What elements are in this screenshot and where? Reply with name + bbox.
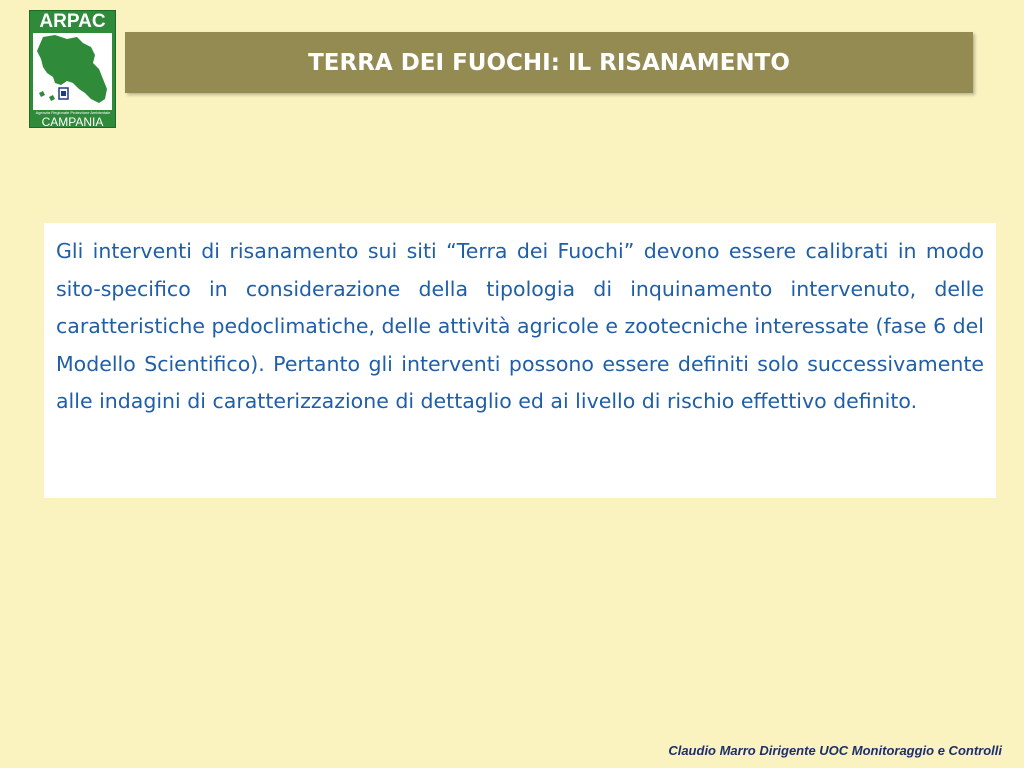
footer-author: Claudio Marro Dirigente UOC Monitoraggio e Controlli (668, 743, 1002, 758)
arpac-logo (29, 10, 116, 128)
title-bar (125, 32, 973, 93)
logo-top-text: ARPAC (39, 11, 106, 32)
campania-map-icon (33, 33, 112, 110)
content-paragraph: Gli interventi di risanamento sui siti “Terra dei Fuochi” devono essere calibrati in modo sito-specifico in considerazione della tipologia di inquinamento intervenuto, delle caratteristiche pedoclimatiche, delle attività agricole e zootecniche interessate (fase 6 del Modello Scientifico). Pertanto gli interventi possono essere definiti solo successivamente alle indagini di caratterizzazione di dettaglio ed ai livello di rischio effettivo definito. (56, 239, 984, 413)
logo-subtitle: Agenzia Regionale Protezione Ambientale (35, 110, 111, 115)
page-title: TERRA DEI FUOCHI: IL RISANAMENTO (308, 49, 790, 76)
content-box (44, 223, 996, 498)
logo-bottom-text: CAMPANIA (41, 114, 104, 129)
